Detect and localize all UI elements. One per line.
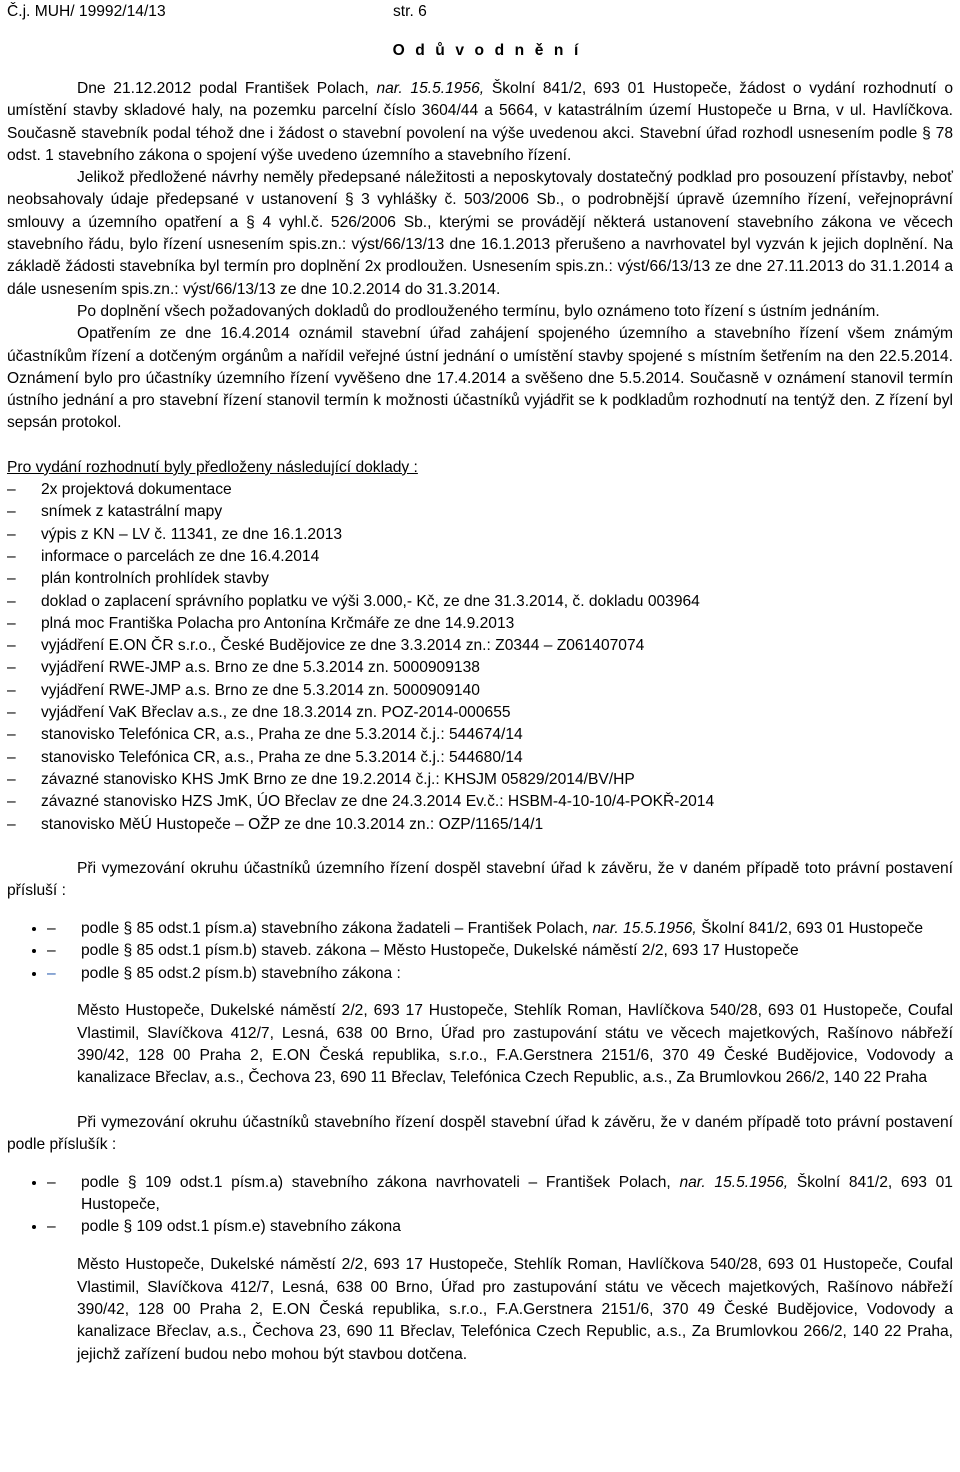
list-item (47, 918, 953, 940)
dash-bullet: – (7, 525, 16, 543)
list-item (7, 724, 953, 746)
list-item-text: Školní 841/2, 693 01 Hustopeče (696, 919, 924, 937)
building-participants-list (7, 1172, 953, 1239)
list-item (7, 769, 953, 791)
documents-title: Pro vydání rozhodnutí byly předloženy následující doklady : (7, 458, 418, 476)
documents-list (7, 479, 953, 836)
list-item (7, 591, 953, 613)
list-item (7, 501, 953, 523)
paragraph-interruption: Jelikož předložené návrhy neměly předepsané náležitosti a neposkytovaly dostatečný podklad pro posouzení přístavby, neboť neobsahovaly údaje předepsané v ustanovení § 3 vyhlášky č. 503/2006 Sb., o podrobnější úpravě územního řízení, veřejnoprávní smlouvy a územního opatření a § 4 vyhl.č. 526/2006 Sb., kterými se provádějí některá ustanovení stavebního zákona ve věcech stavebního řádu, bylo řízení usnesením spis.zn.: výst/66/13/13 dne 16.1.2013 přerušeno a navrhovatel byl vyzván k jejich doplnění. Na základě žádosti stavebníka byl termín pro doplnění 2x prodloužen. Usnesením spis.zn.: výst/66/13/13 ze dne 27.11.2013 do 31.1.2014 a dále usnesením spis.zn.: výst/66/13/13 ze dne 10.2.2014 do 31.3.2014. (7, 169, 953, 298)
dash-bullet: – (7, 570, 16, 588)
list-item-text: informace o parcelách ze dne 16.4.2014 (41, 547, 320, 565)
list-item (7, 568, 953, 590)
list-item (7, 613, 953, 635)
list-item-text: závazné stanovisko KHS JmK Brno ze dne 19.2.2014 č.j.: KHSJM 05829/2014/BV/HP (41, 770, 635, 788)
list-item-text: vyjádření RWE-JMP a.s. Brno ze dne 5.3.2014 zn. 5000909140 (41, 681, 480, 699)
list-item (7, 702, 953, 724)
dash-bullet: • – (47, 964, 56, 982)
list-item-text: plná moc Františka Polacha pro Antonína Krčmáře ze dne 14.9.2013 (41, 614, 515, 632)
zoning-participants-intro: Při vymezování okruhu účastníků územního řízení dospěl stavební úřad k závěru, že v daném případě toto právní postavení přísluší : (7, 859, 953, 900)
birth-date: nar. 15.5.1956, (592, 919, 697, 937)
list-item-text: stanovisko MěÚ Hustopeče – OŽP ze dne 10.3.2014 zn.: OZP/1165/14/1 (41, 815, 544, 833)
birth-date: nar. 15.5.1956, (679, 1173, 789, 1191)
dash-bullet: – (7, 614, 16, 632)
list-item-text: podle § 109 odst.1 písm.e) stavebního zákona (81, 1218, 401, 1236)
list-item (7, 747, 953, 769)
building-participants-others: Město Hustopeče, Dukelské náměstí 2/2, 693 17 Hustopeče, Stehlík Roman, Havlíčkova 540/28, 693 01 Hustopeče, Coufal Vlastimil, Slavíčkova 412/7, Lesná, 638 00 Brno, Úřad pro zastupování státu ve věcech majetkových, Rašínovo nábřeží 390/42, 128 00 Praha 2, E.ON Česká republika, s.r.o., F.A.Gerstnera 2151/6, 370 49 České Budějovice, Vodovody a kanalizace Břeclav, a.s., Čechova 23, 690 11 Břeclav, Telefónica Czech Republic, a.s., Za Brumlovkou 266/2, 140 22 Praha, jejichž zařízení budou nebo mohou být stavbou dotčena. (77, 1256, 953, 1363)
list-item-text: vyjádření VaK Břeclav a.s., ze dne 18.3.2014 zn. POZ-2014-000655 (41, 704, 511, 722)
list-item-text: Školní 841/2, 693 01 Hustopeče, (81, 1173, 953, 1214)
list-item (7, 635, 953, 657)
paragraph-completion: Po doplnění všech požadovaných dokladů do prodlouženého termínu, bylo oznámeno toto řízení s ústním jednáním. (77, 302, 880, 320)
list-item-text: podle § 85 odst.1 písm.b) staveb. zákona – Město Hustopeče, Dukelské náměstí 2/2, 693 17 Hustopeče (81, 942, 799, 960)
dash-bullet: – (7, 547, 16, 565)
dash-bullet: • – (47, 1173, 56, 1191)
dash-bullet: – (7, 503, 16, 521)
dash-bullet: – (7, 592, 16, 610)
dash-bullet: – (7, 704, 16, 722)
list-item (47, 1216, 953, 1238)
list-item-text: podle § 109 odst.1 písm.a) stavebního zákona navrhovateli – František Polach, (81, 1173, 680, 1191)
list-item (47, 940, 953, 962)
dash-bullet: – (7, 481, 16, 499)
dash-bullet: – (7, 748, 16, 766)
page-number: str. 6 (393, 3, 427, 20)
dash-bullet: • – (47, 942, 56, 960)
dash-bullet: – (7, 637, 16, 655)
list-item-text: podle § 85 odst.2 písm.b) stavebního zákona : (81, 964, 401, 982)
dash-bullet: • – (47, 1218, 56, 1236)
zoning-participants-others: Město Hustopeče, Dukelské náměstí 2/2, 693 17 Hustopeče, Stehlík Roman, Havlíčkova 540/28, 693 01 Hustopeče, Coufal Vlastimil, Slavíčkova 412/7, Lesná, 638 00 Brno, Úřad pro zastupování státu ve věcech majetkových, Rašínovo nábřeží 390/42, 128 00 Praha 2, E.ON Česká republika, s.r.o., F.A.Gerstnera 2151/6, 370 49 České Budějovice, Vodovody a kanalizace Břeclav, a.s., Čechova 23, 690 11 Břeclav, Telefónica Czech Republic, a.s., Za Brumlovkou 266/2, 140 22 Praha (77, 1002, 953, 1087)
list-item (7, 680, 953, 702)
list-item-text: výpis z KN – LV č. 11341, ze dne 16.1.2013 (41, 525, 343, 543)
dash-bullet: – (7, 659, 16, 677)
reference-number: Č.j. MUH/ 19992/14/13 (7, 3, 166, 20)
paragraph-application: Dne 21.12.2012 podal František Polach, nar. 15.5.1956, Školní 841/2, 693 01 Hustopeče, žádost o vydání rozhodnutí o umístění stavby skladové haly, na pozemku parcelní číslo 3604/44 a 5664, v katastrálním území Hustopeče u Brna, v ul. Havlíčkova. Současně stavebník podal téhož dne i žádost o stavební povolení na výše uvedenou akci. Stavební úřad rozhodl usnesením podle § 78 odst. 1 stavebního zákona o spojení výše uvedeno územního a stavebního řízení. (7, 80, 953, 164)
dash-bullet: • – (47, 919, 56, 937)
list-item-text: doklad o zaplacení správního poplatku ve výši 3.000,- Kč, ze dne 31.3.2014, č. dokladu 003964 (41, 592, 700, 610)
list-item-text: stanovisko Telefónica CR, a.s., Praha ze dne 5.3.2014 č.j.: 544680/14 (41, 748, 523, 766)
list-item-text: vyjádření E.ON ČR s.r.o., České Budějovice ze dne 3.3.2014 zn.: Z0344 – Z061407074 (41, 637, 645, 655)
page-header (7, 1, 953, 23)
building-participants-intro: Při vymezování okruhu účastníků stavebního řízení dospěl stavební úřad k závěru, že v daném případě toto právní postavení podle příslušík : (7, 1113, 953, 1153)
list-item-text: stanovisko Telefónica CR, a.s., Praha ze dne 5.3.2014 č.j.: 544674/14 (41, 726, 523, 744)
list-item (7, 546, 953, 568)
dash-bullet: – (7, 681, 16, 699)
dash-bullet: – (7, 815, 16, 833)
dash-bullet: – (7, 726, 16, 744)
list-item-text: podle § 85 odst.1 písm.a) stavebního zákona žadateli – František Polach, (81, 919, 593, 937)
section-heading: O d ů v o d n ě n í (392, 42, 582, 59)
zoning-participants-list (7, 918, 953, 985)
list-item (7, 524, 953, 546)
list-item (7, 814, 953, 836)
list-item-text: 2x projektová dokumentace (41, 481, 232, 499)
list-item (47, 963, 953, 985)
list-item (47, 1172, 953, 1217)
dash-bullet: – (7, 793, 16, 811)
list-item-text: snímek z katastrální mapy (41, 503, 223, 521)
list-item (7, 479, 953, 501)
paragraph-notice: Opatřením ze dne 16.4.2014 oznámil stavební úřad zahájení spojeného územního a stavebního řízení všem známým účastníkům řízení a dotčeným orgánům a nařídil veřejné ústní jednání o umístění stavby spojené s místním šetřením na den 22.5.2014. Oznámení bylo pro účastníky územního řízení vyvěšeno dne 17.4.2014 a svěšeno dne 5.5.2014. Současně v oznámení stanovil termín ústního jednání a pro stavební řízení stanovil termín k možnosti účastníků vyjádřit se k podkladům rozhodnutí na tentýž den. Z řízení byl sepsán protokol. (7, 325, 953, 432)
list-item (7, 791, 953, 813)
birth-date: nar. 15.5.1956, (376, 80, 485, 97)
list-item-text: závazné stanovisko HZS JmK, ÚO Břeclav ze dne 24.3.2014 Ev.č.: HSBM-4-10-10/4-POKŘ-2014 (41, 793, 715, 811)
dash-bullet: – (7, 770, 16, 788)
list-item (7, 657, 953, 679)
list-item-text: vyjádření RWE-JMP a.s. Brno ze dne 5.3.2014 zn. 5000909138 (41, 659, 480, 677)
list-item-text: plán kontrolních prohlídek stavby (41, 570, 269, 588)
